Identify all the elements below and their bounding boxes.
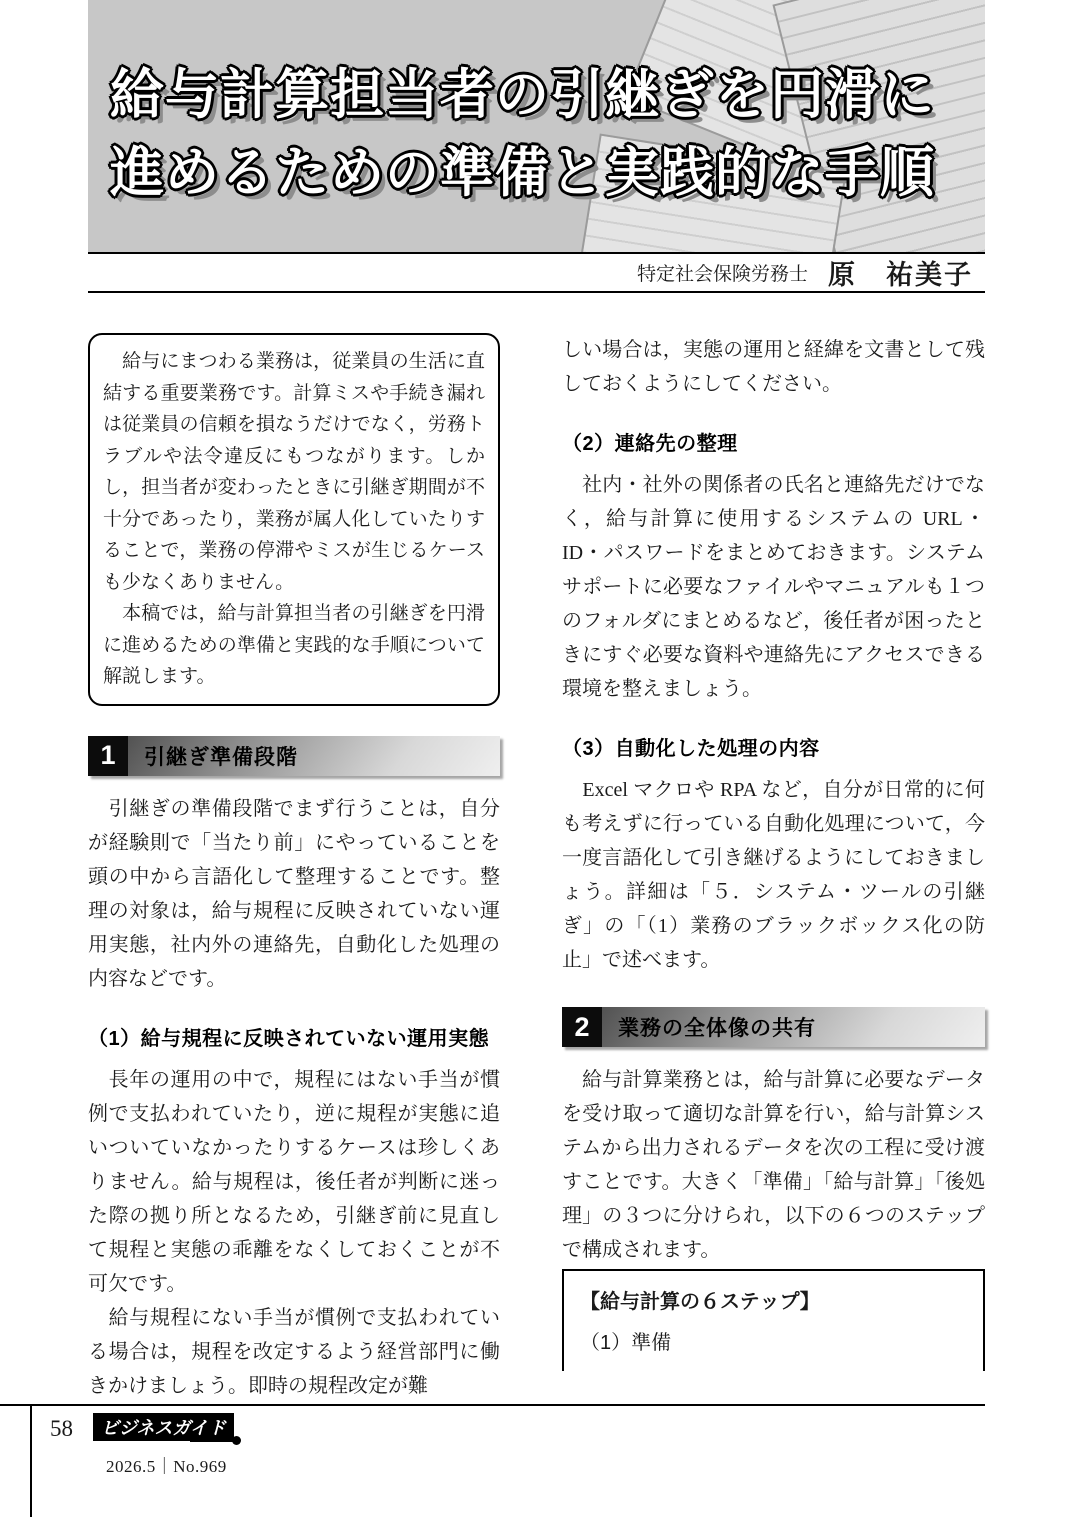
paragraph-continuation: しい場合は，実態の運用と経緯を文書として残しておくようにしてください。 — [562, 339, 985, 395]
logo-dot — [232, 1436, 241, 1445]
section-number: 1 — [88, 736, 128, 776]
paragraph: Excel マクロや RPA など，自分が日常的に何も考えずに行っている自動化処理について，今一度言語化して引き継げるようにしておきましょう。詳細は「５．システム・ツールの引継ぎ」の「（1）業務のブラックボックス化の防止」で述べます。 — [562, 779, 985, 971]
article-header — [88, 0, 985, 252]
subsection-heading-1: （1）給与規程に反映されていない運用実態 — [88, 1027, 490, 1050]
author-name: 原 祐美子 — [828, 260, 973, 290]
steps-box-item: （1）準備 — [580, 1332, 672, 1354]
author-bar — [88, 252, 985, 293]
lead-paragraph: 給与にまつわる業務は，従業員の生活に直結する重要業務です。計算ミスや手続き漏れは従業員の信頼を損なうだけでなく，労務トラブルや法令違反にもつながります。しかし，担当者が変わったときに引継ぎ期間が不十分であったり，業務が属人化していたりすることで，業務の停滞やミスが生じるケースも少なくありません。 — [103, 351, 485, 593]
lead-paragraph: 本稿では，給与計算担当者の引継ぎを円滑に進めるための準備と実践的な手順について解説します。 — [103, 603, 485, 687]
section-number: 2 — [562, 1007, 602, 1047]
margin-rule — [30, 1404, 32, 1517]
left-column — [88, 333, 500, 1403]
section-title: 業務の全体像の共有 — [618, 1017, 816, 1040]
six-steps-box — [562, 1269, 985, 1371]
section-heading-1 — [88, 736, 500, 776]
steps-box-title: 【給与計算の６ステップ】 — [580, 1291, 820, 1313]
paragraph: 長年の運用の中で，規程にはない手当が慣例で支払われていたり，逆に規程が実態に追いついていなかったりするケースは珍しくありません。給与規程は，後任者が判断に迷った際の拠り所となるため，引継ぎ前に見直して規程と実態の乖離をなくしておくことが不可欠です。 — [88, 1068, 500, 1295]
paragraph: 引継ぎの準備段階でまず行うことは，自分が経験則で「当たり前」にやっていることを頭の中から言語化して整理することです。整理の対象は，給与規程に反映されていない運用実態，社内外の連絡先，自動化した処理の内容などです。 — [88, 797, 500, 990]
article-title-line1: 給与計算担当者の引継ぎを円滑に — [110, 65, 935, 125]
section-heading-2 — [562, 1007, 985, 1047]
author-role: 特定社会保険労務士 — [636, 264, 808, 285]
footer-rule — [0, 1404, 985, 1406]
right-column — [562, 333, 985, 1371]
paragraph: 給与計算業務とは，給与計算に必要なデータを受け取って適切な計算を行い，給与計算システムから出力されるデータを次の工程に受け渡すことです。大きく「準備」「給与計算」「後処理」の３つに分けられ，以下の６つのステップで構成されます。 — [562, 1069, 985, 1261]
paragraph: 給与規程にない手当が慣例で支払われている場合は，規程を改定するよう経営部門に働きかけましょう。即時の規程改定が難 — [88, 1306, 500, 1397]
logo-underline — [190, 1440, 238, 1442]
subsection-heading-2: （2）連絡先の整理 — [562, 433, 738, 455]
page-number: 58 — [50, 1416, 73, 1441]
business-guide-logo: ビジネスガイド — [93, 1413, 234, 1441]
lead-box — [88, 333, 500, 706]
issue-number: 2026.5｜No.969 — [106, 1457, 227, 1476]
article-title-line2: 進めるための準備と実践的な手順 — [110, 143, 935, 203]
section-title: 引継ぎ準備段階 — [144, 745, 298, 769]
subsection-heading-3: （3）自動化した処理の内容 — [562, 738, 820, 760]
paragraph: 社内・社外の関係者の氏名と連絡先だけでなく，給与計算に使用するシステムの URL・ID・パスワードをまとめておきます。システムサポートに必要なファイルやマニュアルも１つのフォルダにまとめるなど，後任者が困ったときにすぐ必要な資料や連絡先にアクセスできる環境を整えましょう。 — [562, 474, 985, 700]
